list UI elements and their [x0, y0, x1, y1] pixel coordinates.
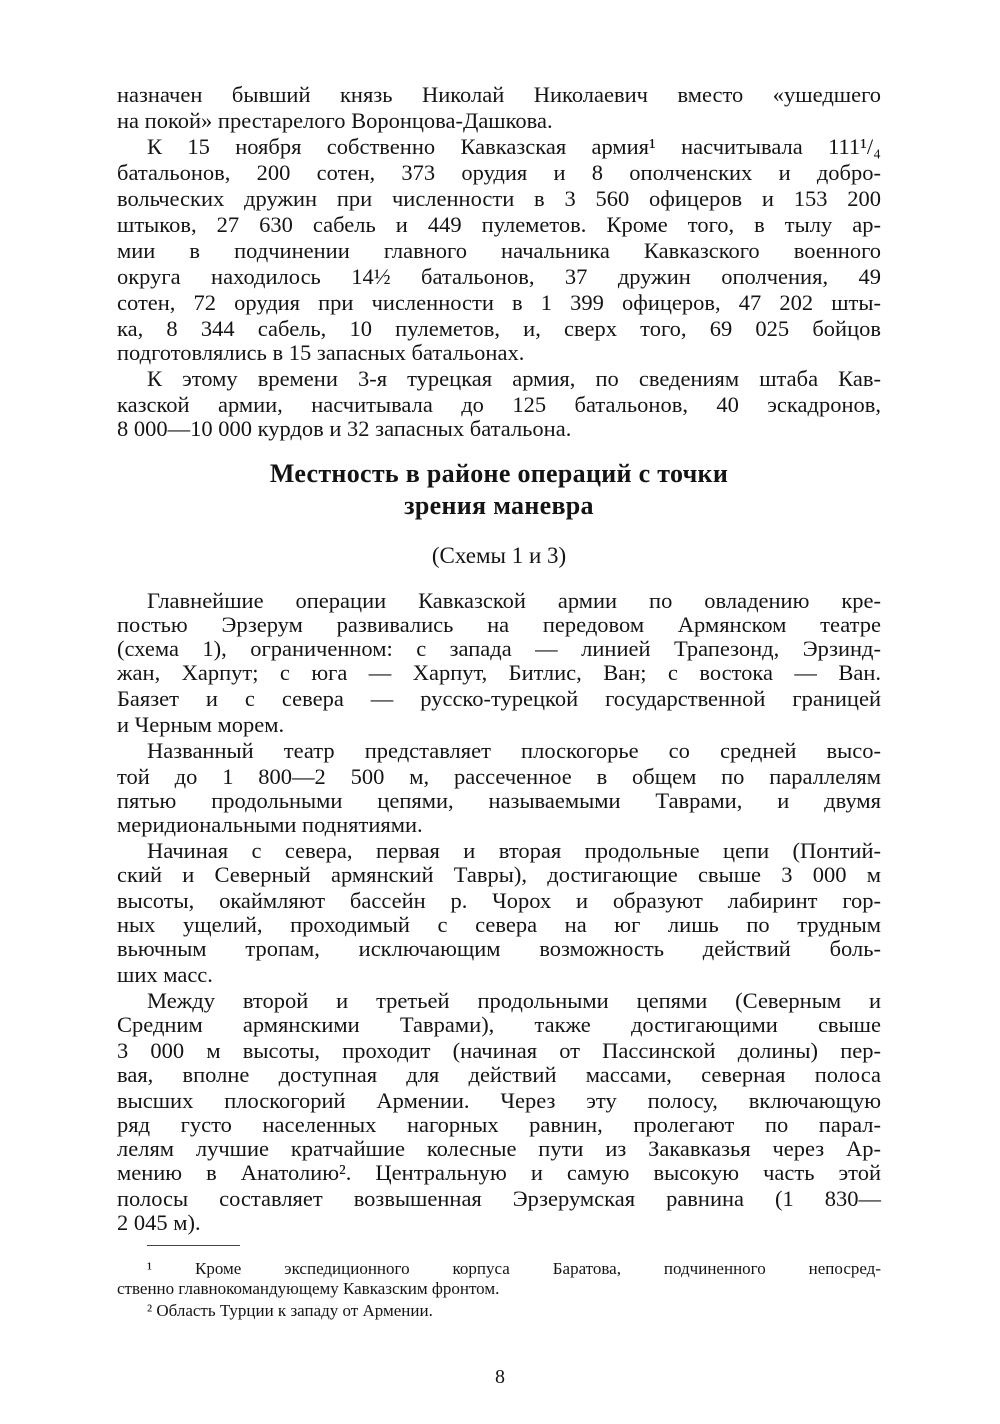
text-line: Между второй и третьей продольными цепями (Северным и — [147, 988, 881, 1013]
text-line: высоты, окаймляют бассейн р. Чорох и образуют лабиринт гор- — [117, 888, 881, 913]
section-heading: зрения маневра — [404, 491, 594, 520]
text-line: штыков, 27 630 сабель и 449 пулеметов. Кроме того, в тылу ар- — [117, 212, 881, 237]
text-line: ский и Северный армянский Тавры), достигающие свыше 3 000 м — [117, 862, 881, 887]
text-line: (схема 1), ограниченном: с запада — линией Трапезонд, Эрзинд- — [117, 636, 881, 661]
footnote-separator — [147, 1245, 240, 1246]
section-subheading: (Схемы 1 и 3) — [431, 543, 567, 568]
text-line: полосы составляет возвышенная Эрзерумская равнина (1 830— — [117, 1186, 881, 1211]
text-line: 2 045 м). — [117, 1210, 201, 1235]
text-line: батальонов, 200 сотен, 373 орудия и 8 ополченских и добро- — [117, 160, 881, 185]
text-line: Главнейшие операции Кавказской армии по овладению кре- — [147, 588, 881, 613]
text-line: вая, вполне доступная для действий массами, северная полоса — [117, 1062, 881, 1087]
text-line: округа находилось 14½ батальонов, 37 дружин ополчения, 49 — [117, 264, 881, 289]
text-line: вольческих дружин при численности в 3 560 офицеров и 153 200 — [117, 186, 881, 211]
text-line: жан, Харпут; с юга — Харпут, Битлис, Ван; с востока — Ван. — [117, 660, 881, 685]
text-line: мии в подчинении главного начальника Кавказского военного — [117, 238, 881, 263]
text-line: ряд густо населенных нагорных равнин, пролегают по парал- — [117, 1112, 881, 1137]
text-line: Баязет и с севера — русско-турецкой государственной границей — [117, 686, 881, 711]
text-line: сотен, 72 орудия при численности в 1 399 офицеров, 47 202 шты- — [117, 290, 881, 315]
text-line: меридиональными поднятиями. — [117, 812, 423, 837]
text-line: лелям лучшие кратчайшие колесные пути из Закавказья через Ар- — [117, 1136, 881, 1161]
footnote: ¹ Кроме экспедиционного корпуса Баратова, подчиненного непосред- — [147, 1259, 881, 1278]
text-line: К этому времени 3-я турецкая армия, по сведениям штаба Кав- — [147, 366, 881, 391]
section-heading: Местность в районе операций с точки — [269, 459, 729, 488]
text-line: К 15 ноября собственно Кавказская армия¹ насчитывала 111¹/₄ — [147, 134, 881, 159]
text-line: постью Эрзерум развивались на передовом Армянском театре — [117, 612, 881, 637]
text-line: ных ущелий, проходимый с севера на юг лишь по трудным — [117, 912, 881, 937]
text-line: мению в Анатолию². Центральную и самую высокую часть этой — [117, 1160, 881, 1185]
text-line: 8 000—10 000 курдов и 32 запасных батальона. — [117, 416, 572, 441]
footnote: ² Область Турции к западу от Армении. — [147, 1301, 433, 1320]
text-line: Начиная с севера, первая и вторая продольные цепи (Понтий- — [147, 838, 881, 863]
text-line: подготовлялись в 15 запасных батальонах. — [117, 340, 525, 365]
text-line: пятью продольными цепями, называемыми Таврами, и двумя — [117, 788, 881, 813]
text-line: назначен бывший князь Николай Николаевич вместо «ушедшего — [117, 82, 881, 107]
text-line: ших масс. — [117, 962, 213, 987]
text-line: 3 000 м высоты, проходит (начиная от Пассинской долины) пер- — [117, 1038, 881, 1063]
text-line: казской армии, насчитывала до 125 батальонов, 40 эскадронов, — [117, 392, 881, 417]
text-line: Средним армянскими Таврами), также достигающими свыше — [117, 1012, 881, 1037]
text-line: и Черным морем. — [117, 712, 285, 737]
text-line: той до 1 800—2 500 м, рассеченное в общем по параллелям — [117, 764, 881, 789]
footnote: ственно главнокомандующему Кавказским фронтом. — [117, 1279, 500, 1298]
text-line: ка, 8 344 сабель, 10 пулеметов, и, сверх того, 69 025 бойцов — [117, 316, 881, 341]
text-line: Названный театр представляет плоскогорье со средней высо- — [147, 738, 881, 763]
text-line: на покой» престарелого Воронцова-Дашкова. — [117, 108, 553, 133]
text-line: высших плоскогорий Армении. Через эту полосу, включающую — [117, 1088, 881, 1113]
text-line: вьючным тропам, исключающим возможность действий боль- — [117, 936, 881, 961]
page-number: 8 — [495, 1366, 505, 1388]
